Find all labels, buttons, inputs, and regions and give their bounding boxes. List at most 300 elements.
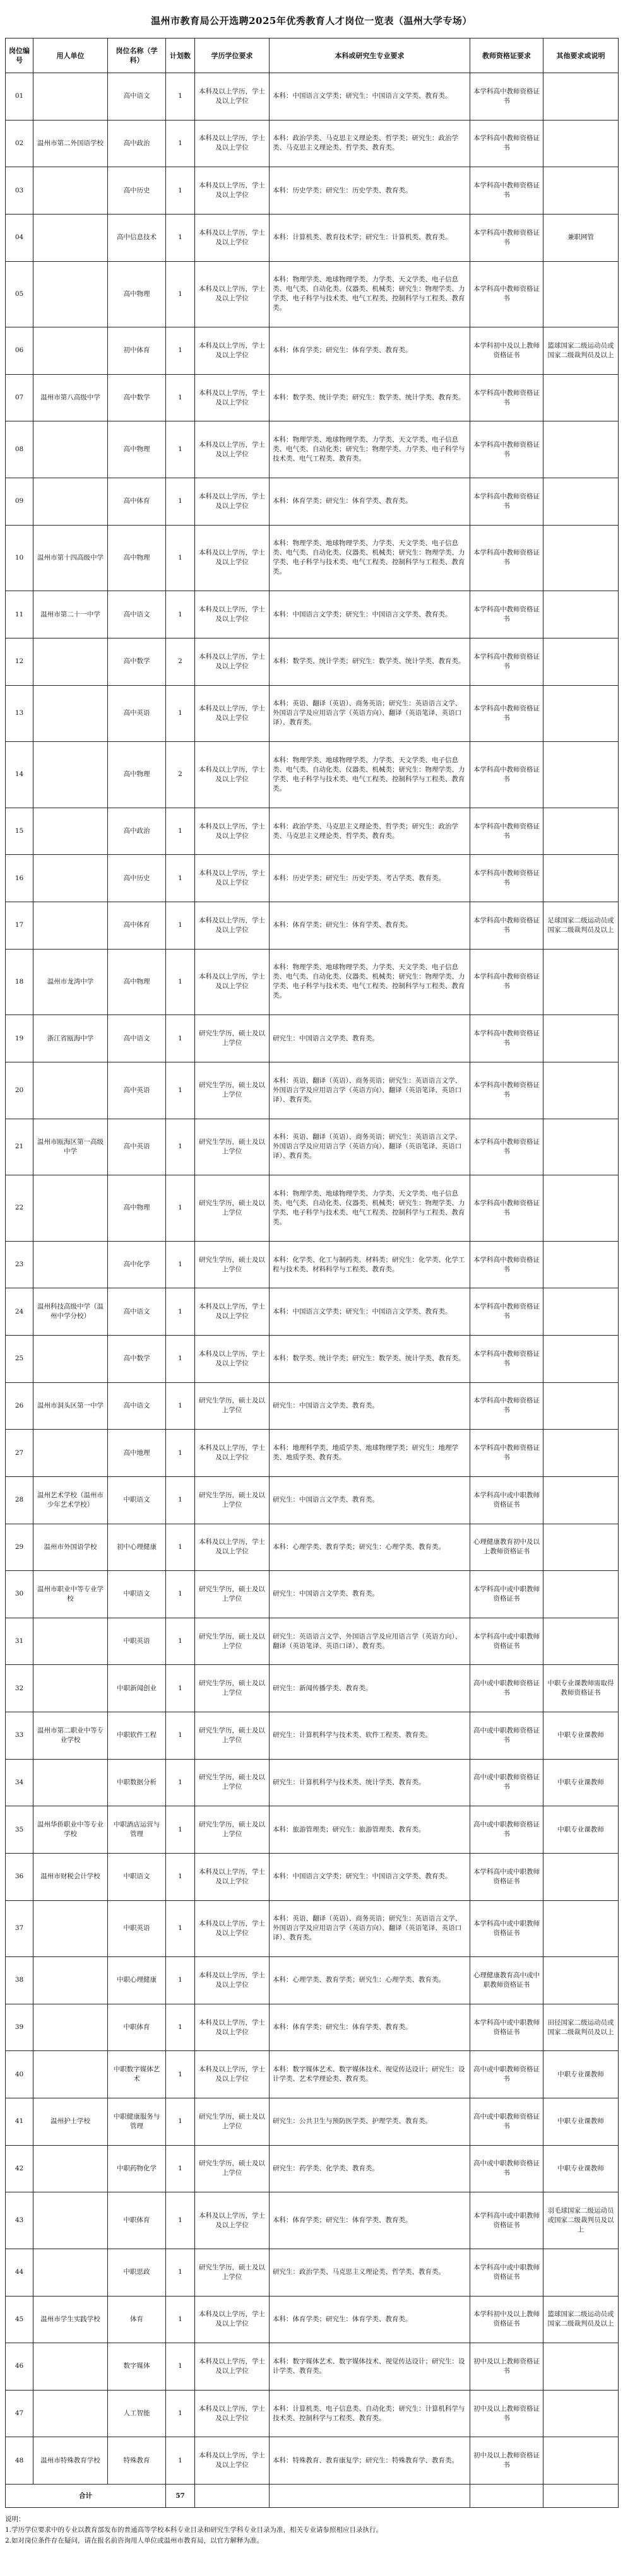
table-row [6,1015,619,1062]
cell-cert: 本学科高中教师资格证书 [470,808,543,855]
cell-unit [33,2004,108,2051]
cell-id: 35 [6,1806,33,1854]
document-title: 温州市教育局公开选聘2025年优秀教育人才岗位一览表（温州大学专场） [151,15,472,26]
cell-num: 1 [166,1806,195,1854]
cell-major: 本科：物理学类、地球物理学类、力学类、天文学类、电子信息类、电气类、自动化类、仪器类、机械类；研究生：物理学类、力学类、电子科学与技术类、电气工程类、控制科学与工程类、教育类。 [270,949,470,1015]
cell-other [543,478,619,526]
cell-unit: 温州市第二职业中等专业学校 [33,1712,108,1760]
cell-other [543,2437,619,2485]
cell-edu: 本科及以上学历，学士及以上学位 [195,2437,270,2485]
cell-unit: 温州市学生实践学校 [33,2296,108,2343]
header-name: 岗位名称（学科） [108,38,166,73]
cell-id: 08 [6,421,33,478]
cell-edu: 研究生学历，硕士及以上学位 [195,1665,270,1712]
cell-edu: 研究生学历，硕士及以上学位 [195,1015,270,1062]
cell-edu: 研究生学历，硕士及以上学位 [195,1062,270,1119]
cell-num: 1 [166,1336,195,1383]
cell-cert: 本学科高中或中职教师资格证书 [470,1571,543,1618]
cell-num: 1 [166,685,195,742]
cell-id: 36 [6,1853,33,1900]
cell-other [543,1175,619,1242]
cell-name: 高中体育 [108,478,166,526]
cell-cert: 本学科高中或中职教师资格证书 [470,1853,543,1900]
cell-num: 2 [166,638,195,685]
cell-num: 1 [166,2390,195,2437]
cell-edu: 本科及以上学历，学士及以上学位 [195,2390,270,2437]
cell-num: 1 [166,1853,195,1900]
cell-name: 数字媒体 [108,2343,166,2391]
cell-name: 中职语文 [108,1476,166,1524]
cell-name: 高中地理 [108,1430,166,1477]
cell-edu: 本科及以上学历，学士及以上学位 [195,73,270,121]
cell-other [543,1571,619,1618]
cell-edu: 本科及以上学历，学士及以上学位 [195,327,270,375]
cell-major: 本科：化学类、化工与制药类、材料类；研究生：化学类、化学工程与技术类、材料科学与工程类、教育类。 [270,1241,470,1288]
cell-cert: 本学科高中教师资格证书 [470,902,543,950]
cell-cert: 心理健康教育高中或中职教师资格证书 [470,1957,543,2004]
cell-id: 15 [6,808,33,855]
cell-major: 本科：物理学类、地球物理学类、力学类、天文学类、电子信息类、电气类、自动化类；研究生：物理学类、力学类、电子科学与技术类、电气工程类、教育类。 [270,421,470,478]
cell-name: 高中政治 [108,808,166,855]
cell-name: 高中物理 [108,261,166,327]
cell-major: 研究生：计算机科学与技术类、统计学类、教育类。 [270,1759,470,1806]
cell-major: 本科：体育学类；研究生：体育学类、教育类。 [270,478,470,526]
cell-num: 1 [166,327,195,375]
cell-major: 本科：体育学类；研究生：体育学类、教育类。 [270,2004,470,2051]
cell-cert: 本学科高中教师资格证书 [470,73,543,121]
cell-other [543,1288,619,1336]
cell-major: 本科：体育学类；研究生：体育学类、教育类。 [270,2296,470,2343]
cell-id: 11 [6,591,33,638]
cell-edu: 研究生学历，硕士及以上学位 [195,1382,270,1430]
cell-edu: 本科及以上学历，学士及以上学位 [195,742,270,808]
cell-major: 研究生：计算机科学与技术类、软件工程类、教育类。 [270,1712,470,1760]
cell-name: 中职英语 [108,1900,166,1957]
cell-num: 1 [166,73,195,121]
cell-edu: 本科及以上学历，学士及以上学位 [195,2051,270,2098]
cell-cert: 高中或中职教师资格证书 [470,2098,543,2146]
table-row [6,73,619,121]
table-row [6,1571,619,1618]
cell-other [543,73,619,121]
cell-cert: 本学科高中教师资格证书 [470,478,543,526]
cell-id: 38 [6,1957,33,2004]
cell-name: 中职酒店运营与管理 [108,1806,166,1854]
cell-name: 中职语文 [108,1853,166,1900]
table-row [6,1957,619,2004]
cell-other: 中职专业课教师 [543,1759,619,1806]
cell-cert: 本学科高中或中职教师资格证书 [470,1900,543,1957]
cell-id: 02 [6,120,33,167]
cell-id: 33 [6,1712,33,1760]
header-unit: 用人单位 [33,38,108,73]
cell-major: 本科：体育学类；研究生：体育学类、教育类。 [270,327,470,375]
table-row [6,1241,619,1288]
cell-id: 06 [6,327,33,375]
cell-cert: 本学科高中教师资格证书 [470,421,543,478]
table-row [6,478,619,526]
cell-unit [33,1618,108,1665]
table-row [6,1806,619,1854]
cell-num: 1 [166,808,195,855]
cell-id: 28 [6,1476,33,1524]
table-row [6,1062,619,1119]
cell-unit: 温州市瓯海区第一高级中学 [33,1119,108,1175]
cell-num: 1 [166,374,195,421]
cell-cert: 心理健康教育初中及以上教师资格证书 [470,1524,543,1571]
cell-major: 本科：物理学类、地球物理学类、力学类、天文学类、电子信息类、电气类、自动化类、仪器类、机械类；研究生：物理学类、力学类、电子科学与技术类、电气工程类、控制科学与工程类、教育类。 [270,742,470,808]
cell-cert: 本学科高中教师资格证书 [470,638,543,685]
table-row [6,525,619,591]
table-row [6,2437,619,2485]
cell-id: 32 [6,1665,33,1712]
cell-edu: 研究生学历，硕士及以上学位 [195,1571,270,1618]
cell-major: 本科：中国语言文学类；研究生：中国语言文学类、教育类。 [270,73,470,121]
cell-num: 1 [166,949,195,1015]
cell-other [543,591,619,638]
cell-unit [33,261,108,327]
cell-id: 12 [6,638,33,685]
cell-other [543,167,619,215]
cell-major: 本科：旅游管理类；研究生：旅游管理类、教育类。 [270,1806,470,1854]
total-row [6,2485,619,2508]
cell-num: 1 [166,1759,195,1806]
cell-cert: 高中或中职教师资格证书 [470,2051,543,2098]
cell-name: 高中语文 [108,1288,166,1336]
table-row [6,685,619,742]
header-num: 计划数 [166,38,195,73]
table-row [6,591,619,638]
table-row [6,120,619,167]
table-row [6,327,619,375]
cell-cert: 本学科高中教师资格证书 [470,949,543,1015]
cell-num: 1 [166,2249,195,2296]
cell-major: 本科：历史学类；研究生：历史学类、教育类。 [270,167,470,215]
cell-cert: 本学科高中教师资格证书 [470,120,543,167]
cell-other [543,2249,619,2296]
cell-name: 高中物理 [108,742,166,808]
table-header-row [6,38,619,73]
cell-id: 27 [6,1430,33,1477]
cell-name: 高中英语 [108,1062,166,1119]
cell-unit [33,1336,108,1383]
table-row [6,374,619,421]
table-body [6,73,619,2485]
cell-major: 本科：英语、翻译（英语）、商务英语；研究生：英语语言文学、外国语言学及应用语言学（英语方向）、翻译（英语笔译、英语口译）、教育类。 [270,1900,470,1957]
cell-major: 本科：数学类、统计学类；研究生：数学类、统计学类、教育类。 [270,1336,470,1383]
cell-edu: 本科及以上学历，学士及以上学位 [195,2004,270,2051]
table-row [6,855,619,902]
header-cert: 教师资格证要求 [470,38,543,73]
cell-cert: 高中或中职教师资格证书 [470,2145,543,2192]
cell-other [543,1241,619,1288]
cell-major: 本科：数字媒体艺术、数字媒体技术、视觉传达设计；研究生：设计学类、教育类。 [270,2343,470,2391]
cell-major: 研究生：中国语言文学类、教育类。 [270,1015,470,1062]
cell-id: 25 [6,1336,33,1383]
cell-cert: 本学科高中教师资格证书 [470,1062,543,1119]
table-row [6,1665,619,1712]
cell-id: 09 [6,478,33,526]
cell-num: 1 [166,1015,195,1062]
cell-edu: 本科及以上学历，学士及以上学位 [195,2192,270,2249]
cell-edu: 本科及以上学历，学士及以上学位 [195,685,270,742]
cell-cert: 高中或中职教师资格证书 [470,1665,543,1712]
cell-name: 高中语文 [108,1382,166,1430]
table-row [6,1175,619,1242]
cell-name: 高中信息技术 [108,214,166,261]
cell-unit [33,327,108,375]
cell-unit: 浙江省瓯海中学 [33,1015,108,1062]
cell-num: 1 [166,2051,195,2098]
table-row [6,1288,619,1336]
cell-edu: 研究生学历，硕士及以上学位 [195,1618,270,1665]
cell-major: 本科：地理科学类、地质学类、地球物理学类；研究生：地理学类、地质学类、教育类。 [270,1430,470,1477]
cell-edu: 本科及以上学历，学士及以上学位 [195,120,270,167]
cell-num: 1 [166,1241,195,1288]
cell-unit [33,2343,108,2391]
cell-id: 19 [6,1015,33,1062]
notes-item-1: 1.学历学位要求中的专业以教育部发布的普通高等学校本科专业目录和研究生学科专业目录为准，相关专业请参照相应目录执行。 [5,2526,383,2534]
cell-name: 人工智能 [108,2390,166,2437]
cell-edu: 研究生学历，硕士及以上学位 [195,2098,270,2146]
cell-cert: 初中及以上教师资格证书 [470,2437,543,2485]
cell-unit: 温州市龙湾中学 [33,949,108,1015]
cell-cert: 本学科高中教师资格证书 [470,374,543,421]
cell-name: 高中物理 [108,525,166,591]
cell-id: 10 [6,525,33,591]
cell-unit [33,2192,108,2249]
cell-edu: 本科及以上学历，学士及以上学位 [195,808,270,855]
cell-unit: 温州护士学校 [33,2098,108,2146]
cell-cert: 本学科高中教师资格证书 [470,1382,543,1430]
table-row [6,2192,619,2249]
cell-id: 46 [6,2343,33,2391]
cell-unit [33,478,108,526]
cell-name: 初中体育 [108,327,166,375]
cell-num: 1 [166,261,195,327]
cell-cert: 本学科高中教师资格证书 [470,591,543,638]
cell-id: 22 [6,1175,33,1242]
cell-other [543,1382,619,1430]
cell-major: 研究生：药学类、化学类、教育类。 [270,2145,470,2192]
cell-num: 1 [166,214,195,261]
cell-num: 1 [166,2343,195,2391]
cell-num: 1 [166,2145,195,2192]
cell-other: 篮球国家二级运动员或国家二级裁判员及以上 [543,2296,619,2343]
cell-id: 43 [6,2192,33,2249]
cell-cert: 本学科高中教师资格证书 [470,1430,543,1477]
cell-id: 40 [6,2051,33,2098]
cell-name: 高中物理 [108,1175,166,1242]
table-row [6,2145,619,2192]
cell-num: 1 [166,1062,195,1119]
cell-cert: 本学科高中教师资格证书 [470,742,543,808]
cell-cert: 本学科高中教师资格证书 [470,855,543,902]
notes-item-2: 2.如对岗位条件存在疑问，请在报名前咨询用人单位或温州市教育局，以官方解释为准。 [5,2537,264,2544]
cell-edu: 本科及以上学历，学士及以上学位 [195,1900,270,1957]
cell-num: 1 [166,1571,195,1618]
cell-major: 研究生：政治学类、马克思主义理论类、哲学类、教育类。 [270,2249,470,2296]
cell-name: 高中历史 [108,167,166,215]
cell-unit [33,808,108,855]
cell-name: 高中化学 [108,1241,166,1288]
cell-num: 1 [166,1957,195,2004]
cell-num: 1 [166,2192,195,2249]
cell-unit: 温州市第八高级中学 [33,374,108,421]
cell-cert: 本学科高中或中职教师资格证书 [470,2004,543,2051]
cell-name: 高中历史 [108,855,166,902]
cell-other [543,1524,619,1571]
cell-id: 42 [6,2145,33,2192]
cell-other [543,261,619,327]
cell-other [543,1062,619,1119]
cell-other [543,2343,619,2391]
cell-id: 05 [6,261,33,327]
table-row [6,2249,619,2296]
cell-unit [33,421,108,478]
cell-edu: 本科及以上学历，学士及以上学位 [195,167,270,215]
cell-other: 中职专业课教师 [543,1806,619,1854]
cell-edu: 研究生学历，硕士及以上学位 [195,1759,270,1806]
table-row [6,1853,619,1900]
cell-unit [33,2249,108,2296]
cell-edu: 本科及以上学历，学士及以上学位 [195,902,270,950]
table-row [6,1900,619,1957]
cell-major: 本科：中国语言文学类；研究生：中国语言文学类、教育类。 [270,591,470,638]
cell-edu: 本科及以上学历，学士及以上学位 [195,1957,270,2004]
cell-unit [33,2390,108,2437]
cell-id: 41 [6,2098,33,2146]
cell-major: 本科：计算机类、教育技术学；研究生：计算机类、教育类。 [270,214,470,261]
cell-num: 1 [166,2437,195,2485]
cell-cert: 高中或中职教师资格证书 [470,1759,543,1806]
cell-id: 31 [6,1618,33,1665]
cell-unit: 温州市第十四高级中学 [33,525,108,591]
cell-id: 14 [6,742,33,808]
cell-id: 30 [6,1571,33,1618]
cell-major: 本科：心理学类、教育学类；研究生：心理学类、教育类。 [270,1524,470,1571]
header-id: 岗位编号 [6,38,33,73]
cell-major: 研究生：新闻传播学类、教育类。 [270,1665,470,1712]
cell-other [543,1476,619,1524]
table-row [6,902,619,950]
cell-num: 1 [166,2004,195,2051]
cell-unit: 温州科技高级中学（温州中学分校） [33,1288,108,1336]
cell-unit: 温州华侨职业中等专业学校 [33,1806,108,1854]
cell-edu: 本科及以上学历，学士及以上学位 [195,638,270,685]
job-table [5,38,619,2508]
cell-other [543,855,619,902]
cell-cert: 本学科初中及以上教师资格证书 [470,327,543,375]
cell-name: 中职数字媒体艺术 [108,2051,166,2098]
cell-name: 高中政治 [108,120,166,167]
cell-other [543,525,619,591]
cell-num: 1 [166,2098,195,2146]
cell-major: 本科：数学类、统计学类；研究生：数学类、统计学类、教育类。 [270,638,470,685]
table-row [6,1476,619,1524]
cell-unit: 温州市洞头区第一中学 [33,1382,108,1430]
cell-name: 高中体育 [108,902,166,950]
cell-major: 研究生：中国语言文学类、教育类。 [270,1476,470,1524]
cell-other [543,1119,619,1175]
cell-other [543,421,619,478]
cell-edu: 本科及以上学历，学士及以上学位 [195,1336,270,1383]
cell-id: 23 [6,1241,33,1288]
cell-cert: 初中及以上教师资格证书 [470,2343,543,2391]
cell-unit [33,1665,108,1712]
cell-cert: 高中或中职教师资格证书 [470,1712,543,1760]
cell-major: 本科：政治学类、马克思主义理论类、哲学类；研究生：政治学类、马克思主义理论类、哲学类、教育类。 [270,120,470,167]
cell-id: 34 [6,1759,33,1806]
cell-unit [33,167,108,215]
cell-id: 01 [6,73,33,121]
cell-cert: 本学科高中教师资格证书 [470,525,543,591]
cell-edu: 本科及以上学历，学士及以上学位 [195,374,270,421]
cell-name: 特殊教育 [108,2437,166,2485]
cell-num: 1 [166,167,195,215]
cell-other [543,374,619,421]
cell-major: 本科：数学类、统计学类；研究生：数学类、统计学类、教育类。 [270,374,470,421]
cell-name: 初中心理健康 [108,1524,166,1571]
cell-id: 04 [6,214,33,261]
cell-major: 研究生：英语语言文学、外国语言学及应用语言学（英语方向）、翻译（英语笔译、英语口译）、教育类。 [270,1618,470,1665]
cell-unit: 温州市第二十一中学 [33,591,108,638]
cell-num: 1 [166,1524,195,1571]
cell-name: 高中数学 [108,638,166,685]
cell-major: 本科：物理学类、地球物理学类、力学类、天文学类、电子信息类、电气类、自动化类、仪器类、机械类；研究生：物理学类、力学类、电子科学与技术类、电气工程类、控制科学与工程类、教育类。 [270,525,470,591]
cell-major: 本科：中国语言文学类；研究生：中国语言文学类、教育类。 [270,1853,470,1900]
cell-major: 本科：数字媒体艺术、数字媒体技术、视觉传达设计；研究生：设计学类、艺术学理论类、教育类。 [270,2051,470,2098]
cell-name: 中职语文 [108,1571,166,1618]
cell-edu: 研究生学历，硕士及以上学位 [195,1119,270,1175]
cell-id: 21 [6,1119,33,1175]
table-row [6,2296,619,2343]
cell-edu: 研究生学历，硕士及以上学位 [195,1241,270,1288]
cell-num: 1 [166,1382,195,1430]
table-row [6,808,619,855]
cell-edu: 研究生学历，硕士及以上学位 [195,1712,270,1760]
cell-id: 13 [6,685,33,742]
table-row [6,1119,619,1175]
cell-unit [33,214,108,261]
cell-major: 本科：历史学类；研究生：历史学类、考古学类、教育类。 [270,855,470,902]
cell-name: 中职思政 [108,2249,166,2296]
cell-name: 中职健康服务与管理 [108,2098,166,2146]
cell-unit: 温州艺术学校（温州市少年艺术学校） [33,1476,108,1524]
cell-name: 高中语文 [108,73,166,121]
cell-major: 本科：政治学类、马克思主义理论类、哲学类；研究生：政治学类、马克思主义理论类、哲学类、教育类。 [270,808,470,855]
cell-unit [33,1957,108,2004]
cell-major: 本科：体育学类；研究生：体育学类、教育类。 [270,2192,470,2249]
cell-cert: 本学科高中教师资格证书 [470,1241,543,1288]
cell-num: 1 [166,1288,195,1336]
table-row [6,1382,619,1430]
cell-unit [33,2145,108,2192]
table-row [6,2004,619,2051]
cell-other: 兼职网管 [543,214,619,261]
cell-id: 03 [6,167,33,215]
cell-major: 本科：英语、翻译（英语）、商务英语；研究生：英语语言文学、外国语言学及应用语言学（英语方向）、翻译（英语笔译、英语口译）、教育类。 [270,1062,470,1119]
table-row [6,949,619,1015]
cell-cert: 本学科高中教师资格证书 [470,1175,543,1242]
cell-name: 高中数学 [108,374,166,421]
cell-other [543,120,619,167]
cell-id: 45 [6,2296,33,2343]
cell-name: 高中数学 [108,1336,166,1383]
cell-num: 1 [166,591,195,638]
table-row [6,742,619,808]
cell-major: 研究生：中国语言文学类、教育类。 [270,1571,470,1618]
